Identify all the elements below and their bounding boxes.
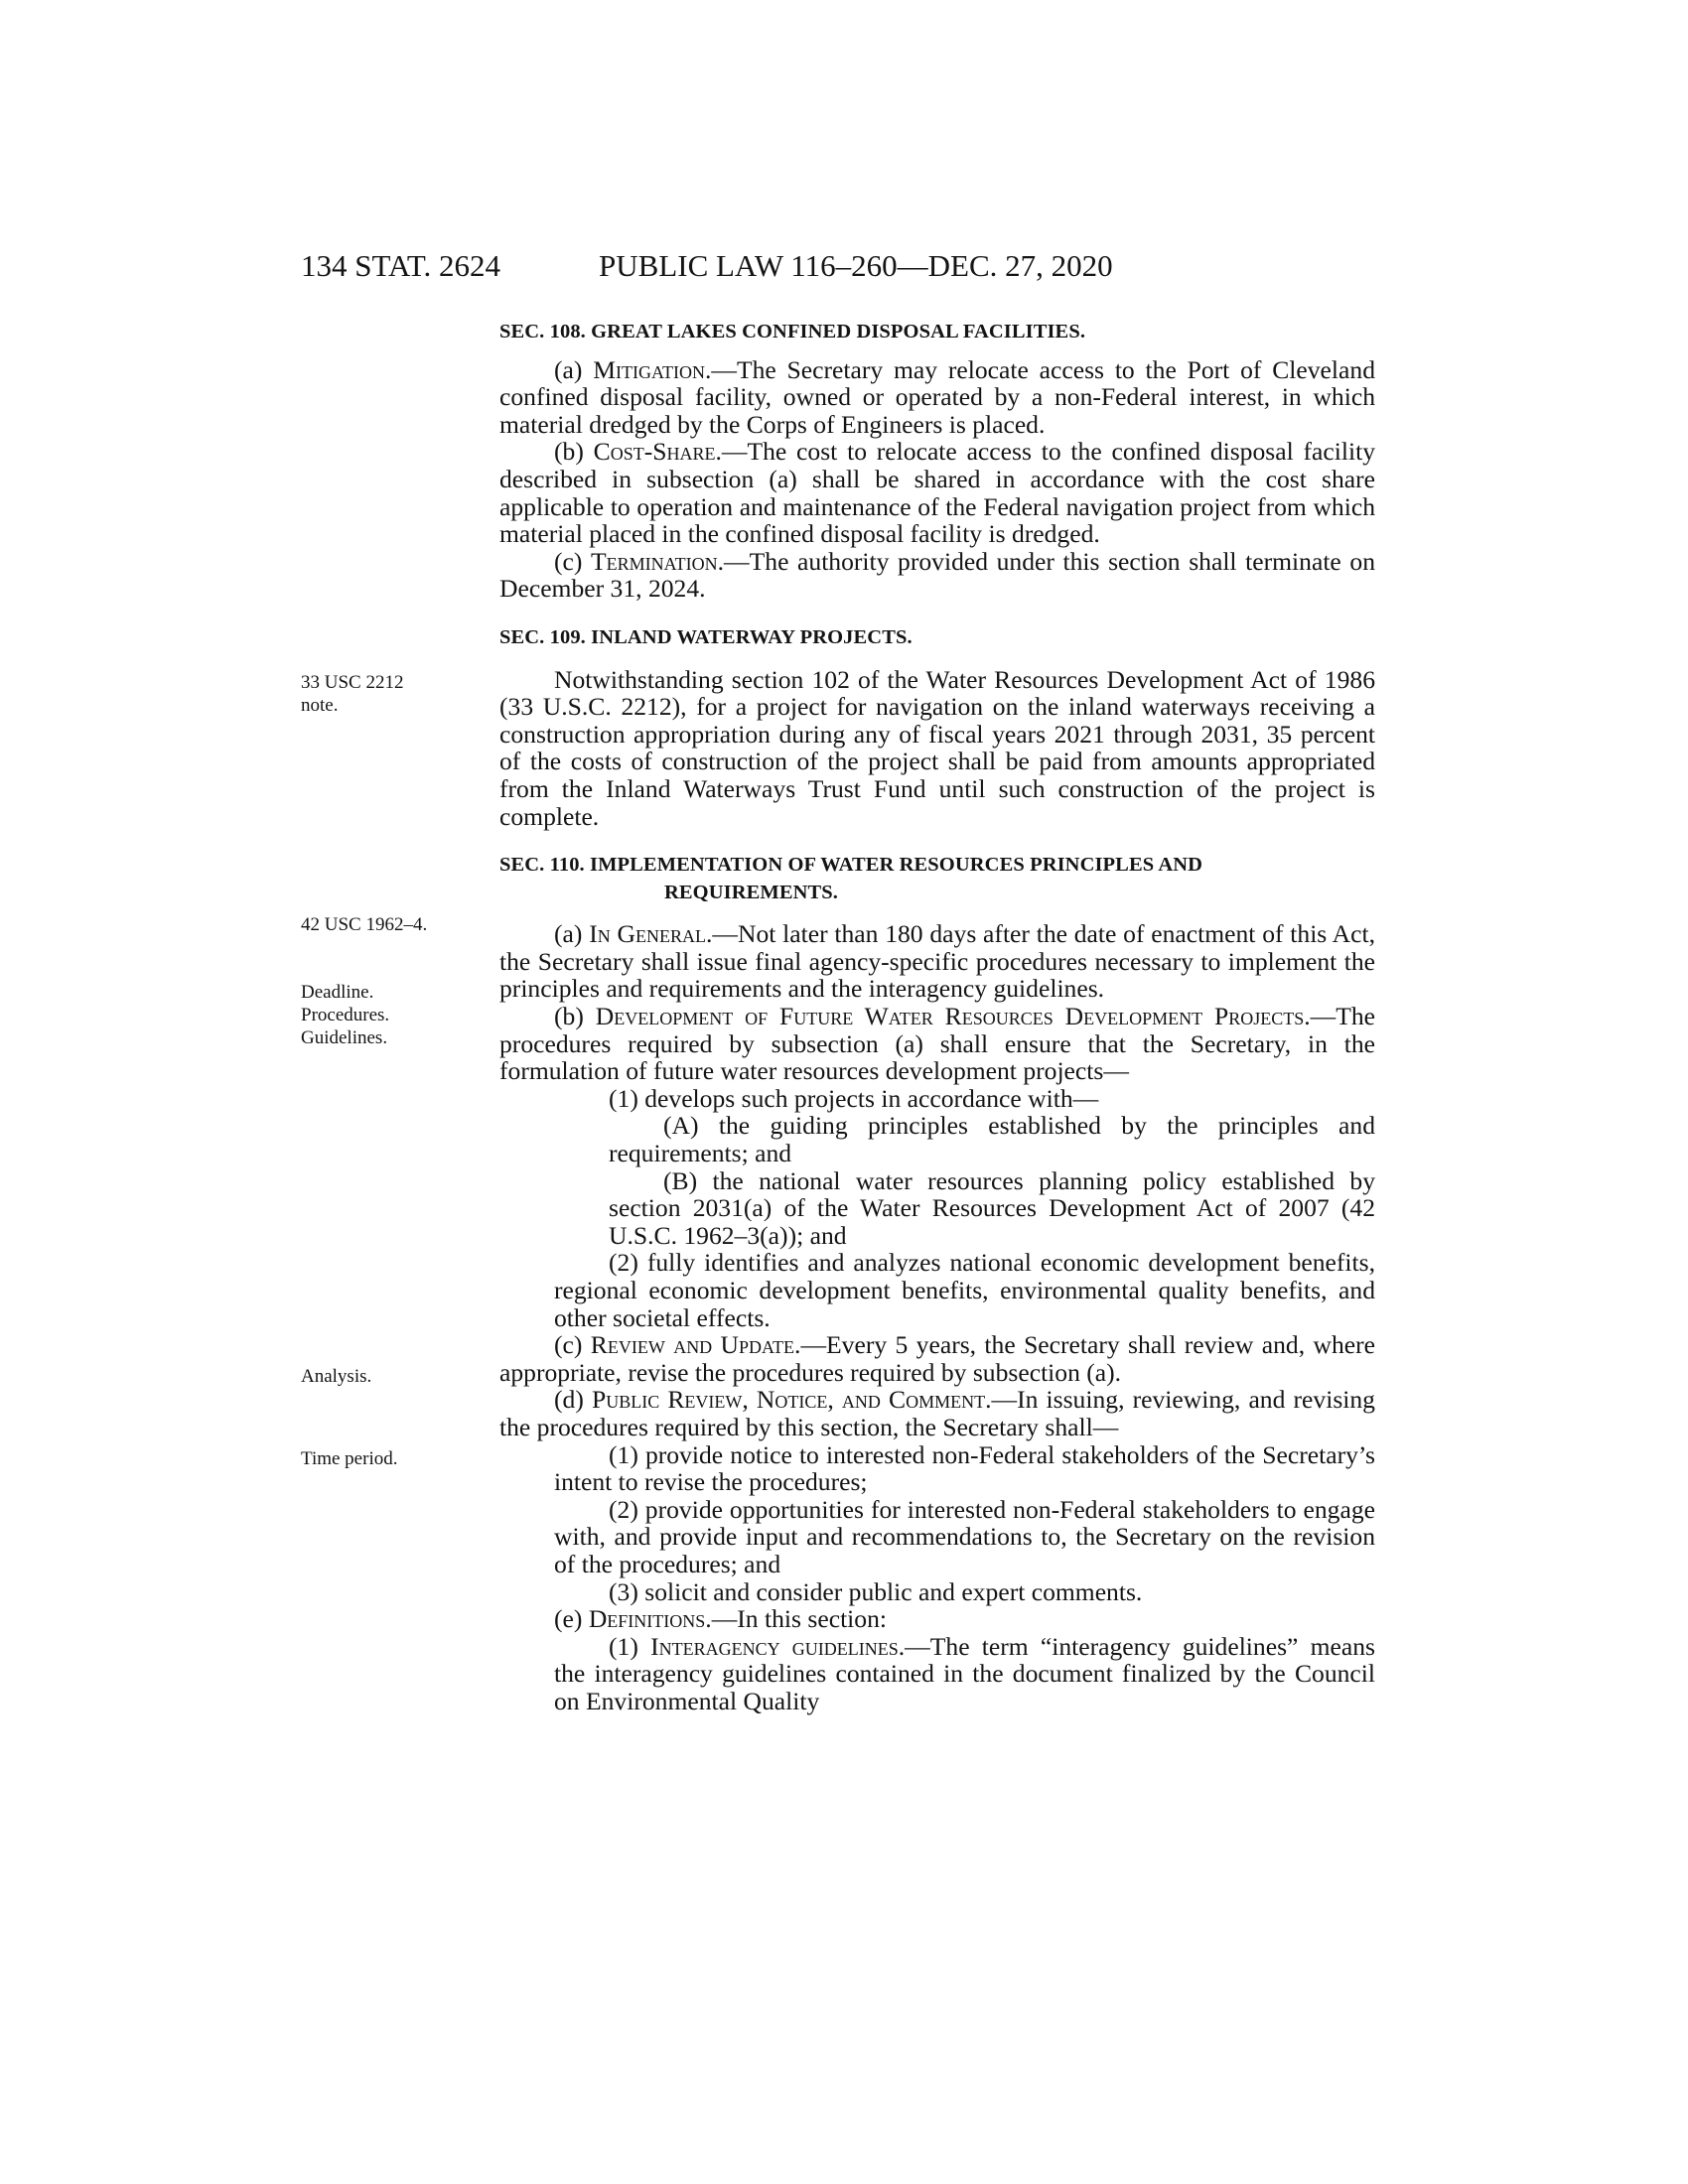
sec-109-text: Notwithstanding section 102 of the Water Resources Development Act of 1986 (33 U.S.C. 2212), for a project for navigation on the inland waterways receiving a construction appropriation during any of fiscal years 2021 through 2031, 35 percent of the costs of construction of the project shall be paid from amounts appropriated from the Inland Waterways Trust Fund until such construction of the project is complete. [499,664,1375,831]
margin-note-analysis: Analysis. [301,1366,372,1387]
caption: Review and Update [590,1330,795,1360]
sec-110-d-3: (3) solicit and consider public and expert comments. [609,1576,1143,1606]
margin-note-usc-2212: 33 USC 2212 note. [301,672,404,716]
caption: Mitigation [593,354,705,384]
sec-110-b-1-B: (B) the national water resources planning policy established by section 2031(a) of the Water Resources Development Act of 2007 (42 U.S.C. 1962–3(a)); and [609,1165,1375,1250]
caption: Development of Future Water Resources Development Projects [595,1002,1305,1031]
sec-110-b-1-A: (A) the guiding principles established by the principles and requirements; and [609,1111,1375,1168]
caption: In General [589,919,706,949]
sec-110-e-1: (1) Interagency guidelines.—The term “interagency guidelines” means the interagency guidelines contained in the document finalized by the Council on Environmental Quality [554,1631,1375,1715]
caption: Public Review, Notice, and Comment [591,1385,986,1415]
sec-110-e: (e) Definitions.—In this section: [554,1604,887,1634]
statute-text [499,319,1375,1715]
sec-110-c: (c) Review and Update.—Every 5 years, the Secretary shall review and, where appropriate, revise the procedures required by subsection (a). [499,1330,1375,1387]
sec-110-b: (b) Development of Future Water Resources Development Projects.—The procedures required by subsection (a) shall ensure that the Secretary, in the formulation of future water resources development projects— [499,1002,1376,1086]
caption: Cost-Share [593,437,716,467]
sec-108-a: (a) Mitigation.—The Secretary may relocate access to the Port of Cleveland confined disposal facility, owned or operated by a non-Federal interest, in which material dredged by the Corps of Engineers is placed. [499,354,1375,439]
sec-110-d-1: (1) provide notice to interested non-Federal stakeholders of the Secretary’s intent to revise the procedures; [554,1439,1375,1497]
sec-110-a: (a) In General.—Not later than 180 days after the date of enactment of this Act, the Secretary shall issue final agency-specific procedures necessary to implement the principles and requirements and the interagency guidelines. [499,919,1375,1004]
margin-note-usc-1962-4: 42 USC 1962–4. [301,914,428,935]
running-head [301,246,1224,286]
sec-110-d-2: (2) provide opportunities for interested non-Federal stakeholders to engage with, and provide input and recommendations to, the Secretary on the revision of the procedures; and [554,1494,1375,1578]
sec-108-c: (c) Termination.—The authority provided under this section shall terminate on December 31, 2024. [499,546,1375,604]
margin-note-deadline: Deadline. Procedures. Guidelines. [301,982,390,1048]
caption: Termination [591,546,718,576]
caption: Definitions [588,1604,706,1634]
public-law-citation: PUBLIC LAW 116–260—DEC. 27, 2020 [599,248,1113,283]
sec-110-d: (d) Public Review, Notice, and Comment.—In issuing, reviewing, and revising the procedures required by this section, the Secretary shall— [499,1385,1375,1441]
sec-110-b-2: (2) fully identifies and analyzes national economic development benefits, regional economic development benefits, environmental quality benefits, and other societal effects. [554,1248,1375,1332]
sec-110-b-1: (1) develops such projects in accordance with— [609,1083,1099,1113]
margin-note-time-period: Time period. [301,1448,398,1469]
sec-109-heading: SEC. 109. INLAND WATERWAY PROJECTS. [499,625,913,648]
sec-108-b: (b) Cost-Share.—The cost to relocate access to the confined disposal facility described in subsection (a) shall be shared in accordance with the cost share applicable to operation and maintenance of the Federal navigation project from which material placed in the confined disposal facility is dredged. [499,437,1375,549]
caption: Interagency guidelines [650,1631,899,1661]
sec-110-heading: SEC. 110. IMPLEMENTATION OF WATER RESOURCES PRINCIPLES AND REQUIREMENTS. [499,854,1203,903]
stat-page-number: 134 STAT. 2624 [301,248,501,283]
sec-108-heading: SEC. 108. GREAT LAKES CONFINED DISPOSAL FACILITIES. [499,321,1086,342]
